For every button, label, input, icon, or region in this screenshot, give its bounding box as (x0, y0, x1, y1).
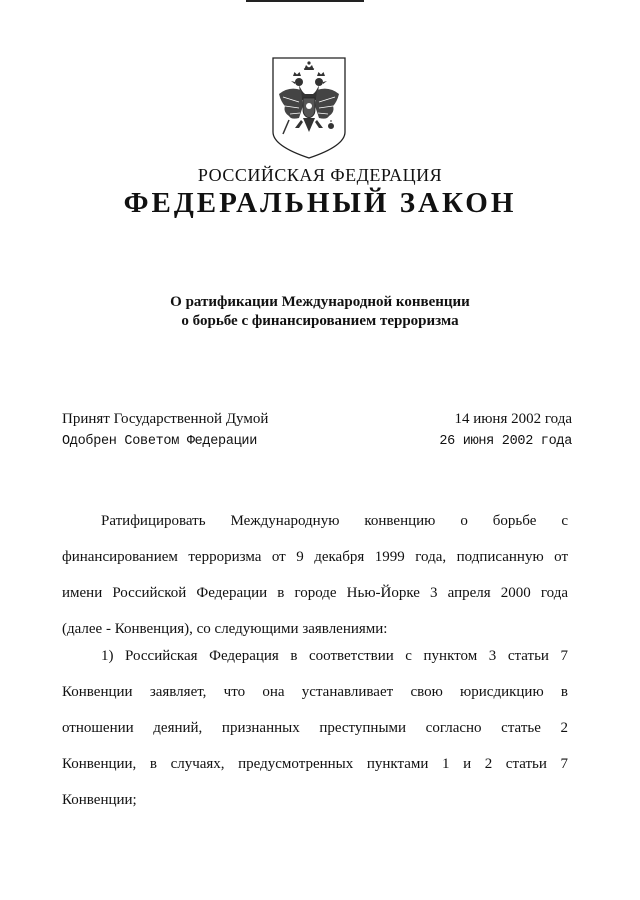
law-subject (0, 293, 640, 331)
text-line: финансированием терроризма от 9 декабря 1999 года, подписанную от (62, 549, 568, 565)
text-line: имени Российской Федерации в городе Нью-Йорке 3 апреля 2000 года (62, 585, 568, 601)
subject-line-2: о борьбе с финансированием терроризма (181, 313, 459, 329)
document-type-title: ФЕДЕРАЛЬНЫЙ ЗАКОН (123, 187, 517, 219)
approved-label: Одобрен Советом Федерации (62, 434, 258, 449)
adopted-label: Принят Государственной Думой (62, 411, 269, 427)
paragraph-statement-1 (62, 638, 568, 818)
text-line: Конвенции, в случаях, предусмотренных пунктами 1 и 2 статьи 7 (62, 756, 568, 772)
paragraph-ratification (62, 503, 568, 647)
subject-line-1: О ратификации Международной конвенции (170, 294, 470, 310)
country-name: РОССИЙСКАЯ ФЕДЕРАЦИЯ (197, 165, 443, 185)
approved-date: 26 июня 2002 года (439, 434, 572, 449)
text-line: Ратифицировать Международную конвенцию о борьбе с (101, 513, 568, 529)
top-rule (246, 0, 364, 2)
adopted-date: 14 июня 2002 года (454, 411, 572, 427)
text-line: отношении деяний, признанных преступными согласно статье 2 (62, 720, 568, 736)
text-line: (далее - Конвенция), со следующими заявлениями: (62, 621, 388, 637)
text-line: 1) Российская Федерация в соответствии с пунктом 3 статьи 7 (101, 648, 568, 664)
coat-of-arms-icon (271, 56, 347, 160)
text-line: Конвенции; (62, 792, 137, 808)
text-line: Конвенции заявляет, что она устанавливает свою юрисдикцию в (62, 684, 568, 700)
